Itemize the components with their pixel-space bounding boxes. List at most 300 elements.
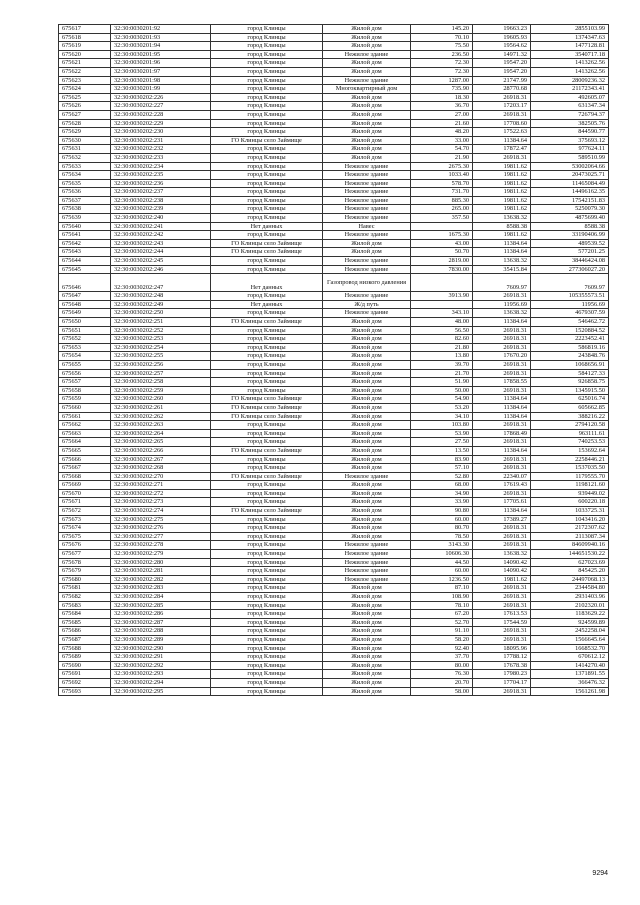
- object-type-cell: Жилой дом: [323, 335, 411, 344]
- area-cell: 72.30: [411, 59, 473, 68]
- row-number-cell: 675688: [59, 644, 111, 653]
- table-row: [59, 464, 609, 473]
- location-cell: город Клинцы: [211, 110, 323, 119]
- cadastral-number-cell: 32:30:0030202:279: [111, 550, 211, 559]
- cadastral-number-cell: 32:30:0030202:278: [111, 541, 211, 550]
- specific-value-cell: 19811.62: [473, 179, 531, 188]
- specific-value-cell: 26918.31: [473, 524, 531, 533]
- cadastral-number-cell: 32:30:0030202:256: [111, 360, 211, 369]
- row-number-cell: 675672: [59, 507, 111, 516]
- row-number-cell: 675638: [59, 205, 111, 214]
- table-row: [59, 455, 609, 464]
- table-row: [59, 429, 609, 438]
- row-number-cell: 675657: [59, 378, 111, 387]
- area-cell: 54.70: [411, 145, 473, 154]
- area-cell: 48.00: [411, 318, 473, 327]
- cadastral-number-cell: 32:30:0030202:292: [111, 661, 211, 670]
- table-row: [59, 507, 609, 516]
- object-type-cell: Жилой дом: [323, 455, 411, 464]
- row-number-cell: 675645: [59, 265, 111, 274]
- object-type-cell: Жилой дом: [323, 25, 411, 34]
- specific-value-cell: 19605.93: [473, 33, 531, 42]
- object-type-cell: Жилой дом: [323, 102, 411, 111]
- location-cell: ГО Клинцы село Займище: [211, 403, 323, 412]
- object-type-cell: Жилой дом: [323, 429, 411, 438]
- specific-value-cell: 19811.62: [473, 171, 531, 180]
- object-type-cell: Жилой дом: [323, 136, 411, 145]
- cadastral-value-cell: 577201.25: [531, 248, 609, 257]
- row-number-cell: 675681: [59, 584, 111, 593]
- cadastral-value-cell: 2452258.04: [531, 627, 609, 636]
- area-cell: 20.70: [411, 678, 473, 687]
- row-number-cell: 675676: [59, 541, 111, 550]
- row-number-cell: 675678: [59, 558, 111, 567]
- specific-value-cell: 26918.31: [473, 455, 531, 464]
- table-row: [59, 326, 609, 335]
- cadastral-number-cell: 32:30:0030202:229: [111, 119, 211, 128]
- area-cell: 357.50: [411, 214, 473, 223]
- location-cell: город Клинцы: [211, 102, 323, 111]
- location-cell: город Клинцы: [211, 119, 323, 128]
- area-cell: 75.50: [411, 42, 473, 51]
- table-row: [59, 489, 609, 498]
- area-cell: 236.50: [411, 50, 473, 59]
- specific-value-cell: 14090.42: [473, 558, 531, 567]
- table-row: [59, 386, 609, 395]
- area-cell: 885.30: [411, 196, 473, 205]
- object-type-cell: Нежилое здание: [323, 550, 411, 559]
- table-row: [59, 318, 609, 327]
- area-cell: 44.50: [411, 558, 473, 567]
- cadastral-value-cell: 243848.76: [531, 352, 609, 361]
- area-cell: 7830.00: [411, 265, 473, 274]
- table-row: [59, 653, 609, 662]
- location-cell: город Клинцы: [211, 635, 323, 644]
- specific-value-cell: 13638.32: [473, 309, 531, 318]
- cadastral-value-cell: 20473025.71: [531, 171, 609, 180]
- object-type-cell: Жилой дом: [323, 618, 411, 627]
- table-row: [59, 300, 609, 309]
- location-cell: город Клинцы: [211, 343, 323, 352]
- area-cell: 27.00: [411, 110, 473, 119]
- row-number-cell: 675665: [59, 446, 111, 455]
- object-type-cell: Нежилое здание: [323, 567, 411, 576]
- area-cell: 50.00: [411, 386, 473, 395]
- specific-value-cell: 17705.61: [473, 498, 531, 507]
- row-number-cell: 675663: [59, 429, 111, 438]
- location-cell: город Клинцы: [211, 593, 323, 602]
- table-row: [59, 171, 609, 180]
- area-cell: 34.90: [411, 489, 473, 498]
- location-cell: город Клинцы: [211, 687, 323, 696]
- object-type-cell: Жилой дом: [323, 239, 411, 248]
- specific-value-cell: 11384.64: [473, 395, 531, 404]
- object-type-cell: Жилой дом: [323, 318, 411, 327]
- table-row: [59, 687, 609, 696]
- cadastral-value-cell: 84609940.16: [531, 541, 609, 550]
- cadastral-value-cell: 2344584.80: [531, 584, 609, 593]
- cadastral-number-cell: 32:30:0030202:234: [111, 162, 211, 171]
- row-number-cell: 675634: [59, 171, 111, 180]
- location-cell: город Клинцы: [211, 601, 323, 610]
- object-type-cell: Жилой дом: [323, 93, 411, 102]
- area-cell: 54.90: [411, 395, 473, 404]
- cadastral-number-cell: 32:30:0030202:281: [111, 567, 211, 576]
- location-cell: город Клинцы: [211, 214, 323, 223]
- location-cell: ГО Клинцы село Займище: [211, 248, 323, 257]
- location-cell: ГО Клинцы село Займище: [211, 472, 323, 481]
- row-number-cell: 675653: [59, 343, 111, 352]
- area-cell: 78.10: [411, 601, 473, 610]
- object-type-cell: Жилой дом: [323, 145, 411, 154]
- location-cell: город Клинцы: [211, 524, 323, 533]
- object-type-cell: Жилой дом: [323, 446, 411, 455]
- cadastral-value-cell: 625016.74: [531, 395, 609, 404]
- specific-value-cell: 7609.97: [473, 274, 531, 292]
- cadastral-value-cell: 24497068.13: [531, 575, 609, 584]
- cadastral-value-cell: 1179555.70: [531, 472, 609, 481]
- row-number-cell: 675683: [59, 601, 111, 610]
- area-cell: 43.00: [411, 239, 473, 248]
- cadastral-value-cell: 1043416.20: [531, 515, 609, 524]
- table-row: [59, 532, 609, 541]
- cadastral-number-cell: 32:30:0030202:233: [111, 153, 211, 162]
- cadastral-number-cell: 32:30:0030202:295: [111, 687, 211, 696]
- row-number-cell: 675679: [59, 567, 111, 576]
- table-row: [59, 644, 609, 653]
- cadastral-value-table: [58, 24, 609, 696]
- specific-value-cell: 26918.31: [473, 369, 531, 378]
- row-number-cell: 675667: [59, 464, 111, 473]
- object-type-cell: Жилой дом: [323, 343, 411, 352]
- cadastral-number-cell: 32:30:0030202:258: [111, 378, 211, 387]
- table-row: [59, 593, 609, 602]
- specific-value-cell: 8588.38: [473, 222, 531, 231]
- object-type-cell: Нежилое здание: [323, 472, 411, 481]
- location-cell: город Клинцы: [211, 33, 323, 42]
- cadastral-number-cell: 32:30:0030202:274: [111, 507, 211, 516]
- location-cell: город Клинцы: [211, 231, 323, 240]
- cadastral-number-cell: 32:30:0030201:96: [111, 59, 211, 68]
- row-number-cell: 675651: [59, 326, 111, 335]
- location-cell: город Клинцы: [211, 618, 323, 627]
- area-cell: 21.70: [411, 369, 473, 378]
- location-cell: город Клинцы: [211, 678, 323, 687]
- table-row: [59, 481, 609, 490]
- object-type-cell: Жилой дом: [323, 489, 411, 498]
- row-number-cell: 675624: [59, 85, 111, 94]
- area-cell: 21.80: [411, 343, 473, 352]
- cadastral-value-cell: 1566645.64: [531, 635, 609, 644]
- object-type-cell: Нежилое здание: [323, 214, 411, 223]
- area-cell: 3143.30: [411, 541, 473, 550]
- area-cell: 52.70: [411, 618, 473, 627]
- cadastral-number-cell: 32:30:0030202:238: [111, 196, 211, 205]
- cadastral-number-cell: 32:30:0030202:242: [111, 231, 211, 240]
- table-row: [59, 248, 609, 257]
- area-cell: [411, 222, 473, 231]
- specific-value-cell: 26918.31: [473, 489, 531, 498]
- location-cell: город Клинцы: [211, 171, 323, 180]
- area-cell: 2819.00: [411, 257, 473, 266]
- table-row: [59, 93, 609, 102]
- cadastral-number-cell: 32:30:0030202:228: [111, 110, 211, 119]
- table-row: [59, 472, 609, 481]
- cadastral-number-cell: 32:30:0030201:99: [111, 85, 211, 94]
- object-type-cell: Навес: [323, 222, 411, 231]
- cadastral-value-cell: 28009236.32: [531, 76, 609, 85]
- cadastral-number-cell: 32:30:0030202:273: [111, 498, 211, 507]
- row-number-cell: 675618: [59, 33, 111, 42]
- row-number-cell: 675632: [59, 153, 111, 162]
- cadastral-value-cell: 153692.64: [531, 446, 609, 455]
- specific-value-cell: 26918.31: [473, 601, 531, 610]
- location-cell: город Клинцы: [211, 257, 323, 266]
- location-cell: город Клинцы: [211, 42, 323, 51]
- cadastral-number-cell: 32:30:0030202:263: [111, 421, 211, 430]
- row-number-cell: 675675: [59, 532, 111, 541]
- object-type-cell: Жилой дом: [323, 412, 411, 421]
- cadastral-value-cell: 11465084.49: [531, 179, 609, 188]
- row-number-cell: 675687: [59, 635, 111, 644]
- table-row: [59, 575, 609, 584]
- area-cell: 48.20: [411, 128, 473, 137]
- location-cell: город Клинцы: [211, 352, 323, 361]
- location-cell: город Клинцы: [211, 575, 323, 584]
- cadastral-number-cell: 32:30:0030202:246: [111, 265, 211, 274]
- area-cell: 80.00: [411, 661, 473, 670]
- object-type-cell: Нежилое здание: [323, 265, 411, 274]
- cadastral-number-cell: 32:30:0030202:259: [111, 386, 211, 395]
- area-cell: 58.20: [411, 635, 473, 644]
- specific-value-cell: 26918.31: [473, 153, 531, 162]
- row-number-cell: 675641: [59, 231, 111, 240]
- specific-value-cell: 19564.62: [473, 42, 531, 51]
- specific-value-cell: 26918.31: [473, 464, 531, 473]
- cadastral-number-cell: 32:30:0030202:288: [111, 627, 211, 636]
- object-type-cell: Жилой дом: [323, 481, 411, 490]
- location-cell: город Клинцы: [211, 196, 323, 205]
- object-type-cell: Жилой дом: [323, 627, 411, 636]
- cadastral-value-cell: 584127.33: [531, 369, 609, 378]
- location-cell: город Клинцы: [211, 93, 323, 102]
- row-number-cell: 675623: [59, 76, 111, 85]
- specific-value-cell: 19547.20: [473, 59, 531, 68]
- area-cell: 1236.50: [411, 575, 473, 584]
- row-number-cell: 675637: [59, 196, 111, 205]
- specific-value-cell: 21747.99: [473, 76, 531, 85]
- object-type-cell: Жилой дом: [323, 248, 411, 257]
- area-cell: 1287.00: [411, 76, 473, 85]
- cadastral-value-cell: 11956.69: [531, 300, 609, 309]
- object-type-cell: Жилой дом: [323, 532, 411, 541]
- specific-value-cell: 19811.62: [473, 231, 531, 240]
- location-cell: город Клинцы: [211, 532, 323, 541]
- cadastral-value-cell: 627023.69: [531, 558, 609, 567]
- cadastral-value-cell: 963111.61: [531, 429, 609, 438]
- cadastral-number-cell: 32:30:0030202:290: [111, 644, 211, 653]
- cadastral-value-cell: 2794120.58: [531, 421, 609, 430]
- row-number-cell: 675627: [59, 110, 111, 119]
- object-type-cell: Жилой дом: [323, 153, 411, 162]
- row-number-cell: 675668: [59, 472, 111, 481]
- specific-value-cell: 11384.64: [473, 403, 531, 412]
- cadastral-value-cell: 7609.97: [531, 274, 609, 292]
- object-type-cell: Нежилое здание: [323, 76, 411, 85]
- cadastral-value-cell: 1520884.52: [531, 326, 609, 335]
- location-cell: Нет данных: [211, 222, 323, 231]
- specific-value-cell: 17619.43: [473, 481, 531, 490]
- location-cell: ГО Клинцы село Займище: [211, 136, 323, 145]
- row-number-cell: 675639: [59, 214, 111, 223]
- row-number-cell: 675648: [59, 300, 111, 309]
- specific-value-cell: 26918.31: [473, 326, 531, 335]
- row-number-cell: 675656: [59, 369, 111, 378]
- location-cell: город Клинцы: [211, 378, 323, 387]
- specific-value-cell: 11384.64: [473, 318, 531, 327]
- cadastral-number-cell: 32:30:0030202:291: [111, 653, 211, 662]
- table-row: [59, 369, 609, 378]
- object-type-cell: Жилой дом: [323, 110, 411, 119]
- cadastral-value-cell: 2113087.34: [531, 532, 609, 541]
- cadastral-number-cell: 32:30:0030202:271: [111, 481, 211, 490]
- cadastral-number-cell: 32:30:0030201:94: [111, 42, 211, 51]
- object-type-cell: Жилой дом: [323, 601, 411, 610]
- row-number-cell: 675684: [59, 610, 111, 619]
- table-row: [59, 661, 609, 670]
- location-cell: город Клинцы: [211, 335, 323, 344]
- row-number-cell: 675664: [59, 438, 111, 447]
- location-cell: город Клинцы: [211, 153, 323, 162]
- area-cell: 145.20: [411, 25, 473, 34]
- table-body: [59, 25, 609, 696]
- table-row: [59, 265, 609, 274]
- table-row: [59, 42, 609, 51]
- table-row: [59, 222, 609, 231]
- row-number-cell: 675629: [59, 128, 111, 137]
- cadastral-value-cell: 38446424.08: [531, 257, 609, 266]
- area-cell: 83.90: [411, 455, 473, 464]
- object-type-cell: Жилой дом: [323, 687, 411, 696]
- location-cell: город Клинцы: [211, 498, 323, 507]
- table-row: [59, 214, 609, 223]
- object-type-cell: Жилой дом: [323, 524, 411, 533]
- specific-value-cell: 17858.55: [473, 378, 531, 387]
- location-cell: город Клинцы: [211, 59, 323, 68]
- location-cell: город Клинцы: [211, 558, 323, 567]
- cadastral-number-cell: 32:30:0030202:241: [111, 222, 211, 231]
- specific-value-cell: 17708.60: [473, 119, 531, 128]
- row-number-cell: 675628: [59, 119, 111, 128]
- table-row: [59, 558, 609, 567]
- area-cell: 18.30: [411, 93, 473, 102]
- object-type-cell: Жилой дом: [323, 438, 411, 447]
- area-cell: [411, 300, 473, 309]
- cadastral-value-cell: 1374347.63: [531, 33, 609, 42]
- location-cell: город Клинцы: [211, 489, 323, 498]
- specific-value-cell: 13638.32: [473, 257, 531, 266]
- cadastral-number-cell: 32:30:0030202:249: [111, 300, 211, 309]
- row-number-cell: 675692: [59, 678, 111, 687]
- cadastral-number-cell: 32:30:0030202:262: [111, 412, 211, 421]
- cadastral-value-cell: 4679307.59: [531, 309, 609, 318]
- specific-value-cell: 26918.31: [473, 627, 531, 636]
- specific-value-cell: 19663.23: [473, 25, 531, 34]
- area-cell: 578.70: [411, 179, 473, 188]
- area-cell: 51.90: [411, 378, 473, 387]
- row-number-cell: 675690: [59, 661, 111, 670]
- specific-value-cell: 11384.64: [473, 248, 531, 257]
- cadastral-value-cell: 375693.12: [531, 136, 609, 145]
- cadastral-value-cell: 1068656.91: [531, 360, 609, 369]
- page-number: 9294: [592, 870, 608, 877]
- table-row: [59, 128, 609, 137]
- cadastral-number-cell: 32:30:0030202:239: [111, 205, 211, 214]
- location-cell: город Клинцы: [211, 128, 323, 137]
- row-number-cell: 675644: [59, 257, 111, 266]
- area-cell: 13.80: [411, 352, 473, 361]
- area-cell: 56.50: [411, 326, 473, 335]
- cadastral-value-cell: 605662.85: [531, 403, 609, 412]
- location-cell: город Клинцы: [211, 550, 323, 559]
- cadastral-value-cell: 17542151.83: [531, 196, 609, 205]
- table-row: [59, 179, 609, 188]
- object-type-cell: Жилой дом: [323, 326, 411, 335]
- object-type-cell: Жилой дом: [323, 610, 411, 619]
- cadastral-number-cell: 32:30:0030202:227: [111, 102, 211, 111]
- row-number-cell: 675642: [59, 239, 111, 248]
- table-row: [59, 541, 609, 550]
- location-cell: город Клинцы: [211, 145, 323, 154]
- cadastral-value-cell: 33190406.99: [531, 231, 609, 240]
- location-cell: город Клинцы: [211, 421, 323, 430]
- object-type-cell: Жилой дом: [323, 42, 411, 51]
- row-number-cell: 675680: [59, 575, 111, 584]
- cadastral-value-cell: 586819.16: [531, 343, 609, 352]
- row-number-cell: 675677: [59, 550, 111, 559]
- cadastral-value-cell: 382505.76: [531, 119, 609, 128]
- object-type-cell: Жилой дом: [323, 584, 411, 593]
- cadastral-value-cell: 2223452.41: [531, 335, 609, 344]
- location-cell: город Клинцы: [211, 653, 323, 662]
- cadastral-value-cell: 366476.32: [531, 678, 609, 687]
- table-row: [59, 343, 609, 352]
- cadastral-value-cell: 277306027.20: [531, 265, 609, 274]
- table-row: [59, 231, 609, 240]
- row-number-cell: 675655: [59, 360, 111, 369]
- cadastral-value-cell: 844590.77: [531, 128, 609, 137]
- location-cell: город Клинцы: [211, 541, 323, 550]
- cadastral-value-cell: 1345915.50: [531, 386, 609, 395]
- cadastral-value-cell: 4875699.40: [531, 214, 609, 223]
- location-cell: город Клинцы: [211, 326, 323, 335]
- location-cell: город Клинцы: [211, 438, 323, 447]
- cadastral-number-cell: 32:30:0030202:268: [111, 464, 211, 473]
- specific-value-cell: 26918.31: [473, 386, 531, 395]
- specific-value-cell: 26918.31: [473, 292, 531, 301]
- object-type-cell: Газопровод низкого давления: [323, 274, 411, 292]
- cadastral-number-cell: 32:30:0030201:95: [111, 50, 211, 59]
- object-type-cell: Жилой дом: [323, 352, 411, 361]
- cadastral-number-cell: 32:30:0030202:289: [111, 635, 211, 644]
- area-cell: 103.80: [411, 421, 473, 430]
- row-number-cell: 675633: [59, 162, 111, 171]
- object-type-cell: Жилой дом: [323, 59, 411, 68]
- row-number-cell: 675666: [59, 455, 111, 464]
- area-cell: 13.50: [411, 446, 473, 455]
- cadastral-value-cell: 546462.72: [531, 318, 609, 327]
- specific-value-cell: 26918.31: [473, 421, 531, 430]
